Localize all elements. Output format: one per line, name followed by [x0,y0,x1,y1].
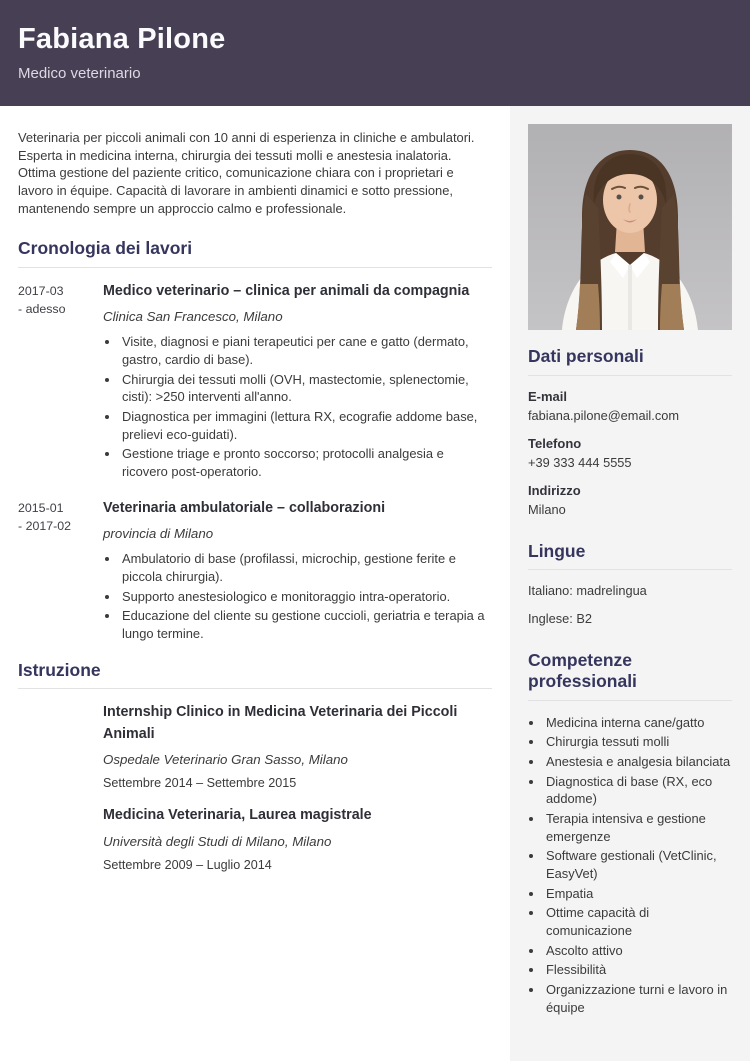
entry-organization: Ospedale Veterinario Gran Sasso, Milano [103,752,348,768]
field-label-address: Indirizzo [528,482,581,498]
education-section-heading: Istruzione [18,660,492,690]
entry-organization: Clinica San Francesco, Milano [103,309,283,325]
entry-title: Internship Clinico in Medicina Veterinaria dei Piccoli Animali [103,704,458,742]
main-column [0,106,510,1061]
bullet-item: • Diagnostica per immagini (lettura RX, ecografie addome base, prelievi eco-guidati). [120,408,492,443]
entry-period: Settembre 2009 – Luglio 2014 [103,857,272,872]
language-item: Inglese: B2 [528,611,593,627]
work-entry [18,498,492,660]
job-title-subtitle: Medico veterinario [18,64,141,82]
entry-organization: provincia di Milano [103,526,214,542]
profile-summary: Veterinaria per piccoli animali con 10 anni di esperienza in cliniche e ambulatori. Esperta in medicina interna, chirurgia dei tessuti molli e anestesia inalatoria. Ottima gestione del paziente critico, comunicazione chiara con i proprietari e lavoro in équipe. Capacità di lavorare in ambienti dinamici e sotto pressione, mantenendo sempre un approccio calmo e professionale. [18,130,475,216]
work-entry [18,281,492,498]
skill-item: • Ascolto attivo [544,942,732,960]
entry-title: Medicina Veterinaria, Laurea magistrale [103,807,372,824]
cv-header [0,0,750,106]
skill-item: • Chirurgia tessuti molli [544,733,732,751]
bullet-item: • Chirurgia dei tessuti molli (OVH, mastectomie, splenectomie, cisti): >250 interventi all'anno. [120,371,492,406]
skill-item: • Ottime capacità di comunicazione [544,904,732,939]
skill-item: • Medicina interna cane/gatto [544,714,732,732]
entry-bullet-list [103,333,492,480]
work-section-heading: Cronologia dei lavori [18,238,492,268]
skill-item: • Empatia [544,885,732,903]
content-columns [0,106,750,1061]
person-name: Fabiana Pilone [18,23,226,55]
entry-date-end: - adesso [18,301,66,316]
skill-item: • Organizzazione turni e lavoro in équipe [544,981,732,1016]
skill-item: • Anestesia e analgesia bilanciata [544,753,732,771]
personal-field [528,483,732,517]
field-label-email: E-mail [528,388,568,404]
entry-date-end: - 2017-02 [18,518,72,533]
languages-section-heading: Lingue [528,541,732,571]
skill-item: • Flessibilità [544,961,732,979]
entry-title: Medico veterinario – clinica per animali da compagnia [103,283,470,299]
field-value-address: Milano [528,501,566,517]
language-item: Italiano: madrelingua [528,583,647,599]
profile-photo [528,124,732,330]
education-entry [103,805,492,871]
entry-dates [18,281,103,498]
entry-date-start: 2017-03 [18,284,64,298]
entry-period: Settembre 2014 – Settembre 2015 [103,776,297,791]
entry-dates [18,498,103,660]
entry-body [103,281,492,498]
education-entry [103,702,492,790]
field-label-phone: Telefono [528,435,582,451]
skill-item: • Diagnostica di base (RX, eco addome) [544,773,732,808]
skills-section-heading: Competenze professionali [528,650,732,700]
sidebar [510,106,750,1061]
field-value-email: fabiana.pilone@email.com [528,407,679,423]
bullet-item: • Educazione del cliente su gestione cuccioli, geriatria e terapia a lungo termine. [120,607,492,642]
bullet-item: • Ambulatorio di base (profilassi, microchip, gestione ferite e piccola chirurgia). [120,550,492,585]
entry-title: Veterinaria ambulatoriale – collaborazioni [103,499,386,516]
entry-body [103,498,492,660]
bullet-item: • Visite, diagnosi e piani terapeutici per cane e gatto (dermato, gastro, cardio di base). [120,333,492,368]
entry-date-start: 2015-01 [18,500,64,515]
entry-organization: Università degli Studi di Milano, Milano [103,833,332,849]
personal-section-heading: Dati personali [528,346,732,376]
bullet-item: • Gestione triage e pronto soccorso; protocolli analgesia e ricovero post-operatorio. [120,445,492,480]
profile-photo-illustration [528,124,732,330]
personal-field [528,389,732,423]
entry-bullet-list [103,550,492,642]
personal-field [528,436,732,470]
bullet-item: • Supporto anestesiologico e monitoraggio intra-operatorio. [120,588,492,606]
field-value-phone: +39 333 444 5555 [528,454,632,470]
skills-list [528,714,732,1017]
skill-item: • Software gestionali (VetClinic, EasyVet) [544,847,732,882]
skill-item: • Terapia intensiva e gestione emergenze [544,810,732,845]
